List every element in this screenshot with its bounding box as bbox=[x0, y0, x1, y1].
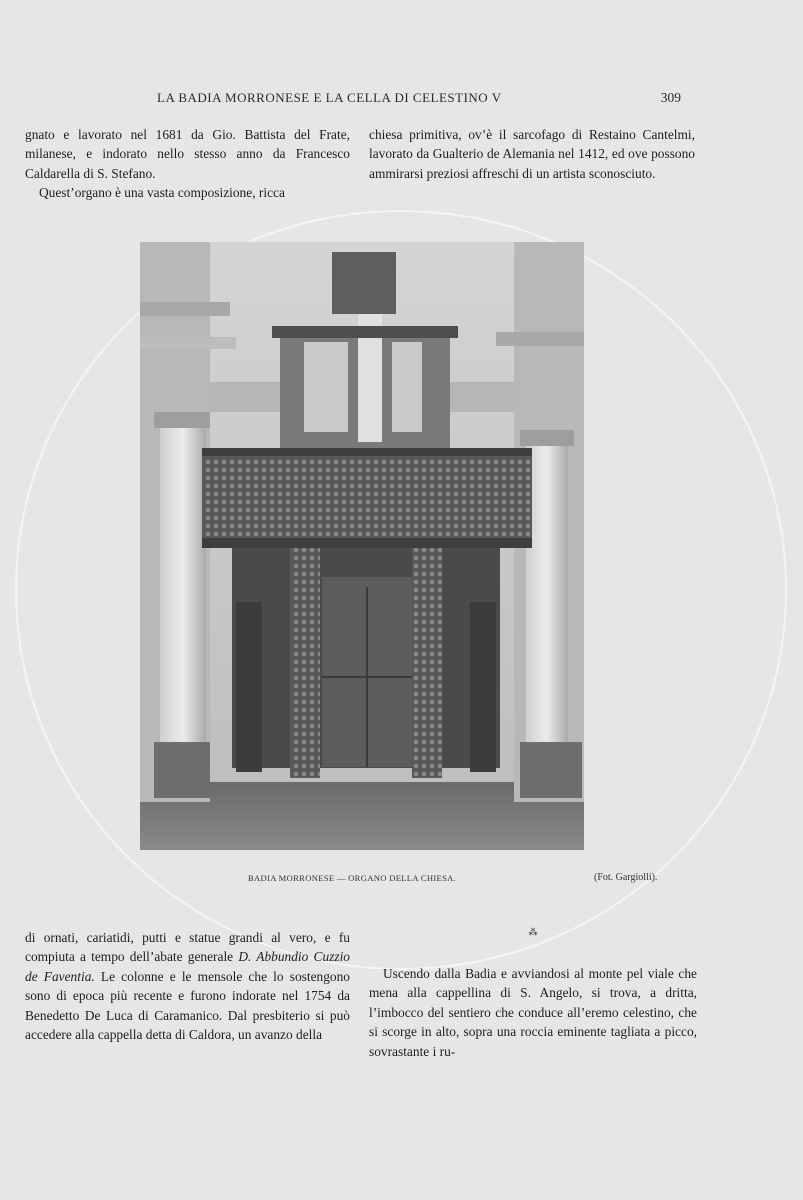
paragraph: Quest’organo è una vasta composizione, ricca bbox=[39, 185, 285, 201]
italic-name: D. Abbundio Cuzzio de Faventia. bbox=[25, 949, 350, 984]
asterism: ⁂ bbox=[528, 928, 538, 938]
paragraph: gnato e lavorato nel 1681 da Gio. Battista del Frate, milanese, e indorato nello stesso anno da Francesco Caldarella di S. Stefano. bbox=[25, 127, 350, 181]
bottom-left-column bbox=[25, 928, 350, 1044]
figure-caption: BADIA MORRONESE — ORGANO DELLA CHIESA. bbox=[248, 873, 457, 883]
text-run: Le colonne e le mensole che lo sostengono sono di epoca più recente e furono indorate nel 1754 da Benedetto De Luca di Caramanico. Dal presbiterio si può accedere alla cappella detta di Caldora, un avanzo della bbox=[25, 968, 351, 1043]
top-left-column bbox=[25, 125, 350, 203]
bottom-right-column bbox=[369, 964, 697, 1061]
page-number: 309 bbox=[660, 90, 681, 105]
running-head: LA BADIA MORRONESE E LA CELLA DI CELESTINO V bbox=[157, 90, 502, 105]
paragraph: Uscendo dalla Badia e avviandosi al monte pel viale che mena alla cappellina di S. Angelo, si trova, a dritta, l’imbocco del sentiero che conduce all’eremo celestino, che si scorge in alto, sopra una roccia eminente tagliata a picco, sovrastante i ru- bbox=[369, 966, 697, 1059]
top-right-column bbox=[369, 125, 695, 183]
organ-photograph bbox=[140, 242, 584, 850]
photo-credit: (Fot. Gargiolli). bbox=[594, 872, 658, 883]
paragraph bbox=[25, 928, 350, 1044]
paragraph: chiesa primitiva, ov’è il sarcofago di Restaino Cantelmi, lavorato da Gualterio de Alemania nel 1412, ed ove possono ammirarsi preziosi affreschi di un artista sconosciuto. bbox=[369, 127, 695, 181]
text-run: di ornati, cariatidi, putti e statue grandi al vero, e fu compiuta a tempo dell’abate generale bbox=[25, 930, 350, 965]
